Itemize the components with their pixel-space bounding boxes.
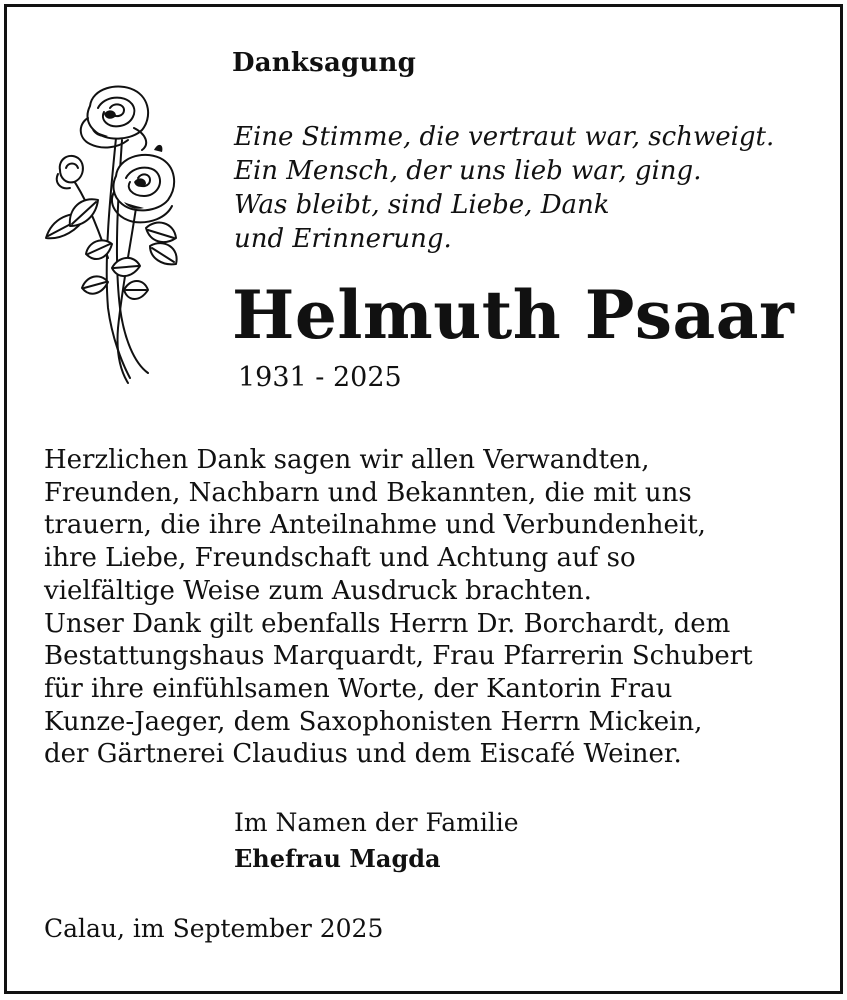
body-line: Kunze-Jaeger, dem Saxophonisten Herrn Mickein, (44, 706, 703, 737)
deceased-name: Helmuth Psaar (232, 276, 795, 354)
body-line: Freunden, Nachbarn und Bekannten, die mit uns (44, 477, 692, 508)
body-line: Bestattungshaus Marquardt, Frau Pfarrerin Schubert (44, 641, 753, 672)
body-line: Unser Dank gilt ebenfalls Herrn Dr. Borchardt, dem (44, 608, 731, 639)
family-signature: Ehefrau Magda (234, 844, 441, 873)
closing-line: Im Namen der Familie (234, 808, 519, 837)
place-date: Calau, im September 2025 (44, 914, 384, 943)
thank-you-text (44, 444, 753, 771)
heading: Danksagung (232, 48, 416, 78)
body-line: Herzlichen Dank sagen wir allen Verwandten, (44, 445, 650, 475)
body-line: der Gärtnerei Claudius und dem Eiscafé Weiner. (44, 739, 682, 770)
poem-line: Ein Mensch, der uns lieb war, ging. (234, 156, 702, 186)
body-line: trauern, die ihre Anteilnahme und Verbundenheit, (44, 510, 706, 541)
body-line: vielfältige Weise zum Ausdruck brachten. (44, 575, 592, 606)
poem (234, 120, 774, 256)
body-line: ihre Liebe, Freundschaft und Achtung auf so (44, 543, 636, 574)
poem-line: Was bleibt, sind Liebe, Dank (234, 190, 610, 220)
poem-line: Eine Stimme, die vertraut war, schweigt. (234, 122, 775, 152)
rose-icon (38, 78, 188, 388)
poem-line: und Erinnerung. (234, 224, 452, 254)
body-line: für ihre einfühlsamen Worte, der Kantorin Frau (44, 673, 673, 704)
life-years: 1931 - 2025 (238, 362, 402, 393)
